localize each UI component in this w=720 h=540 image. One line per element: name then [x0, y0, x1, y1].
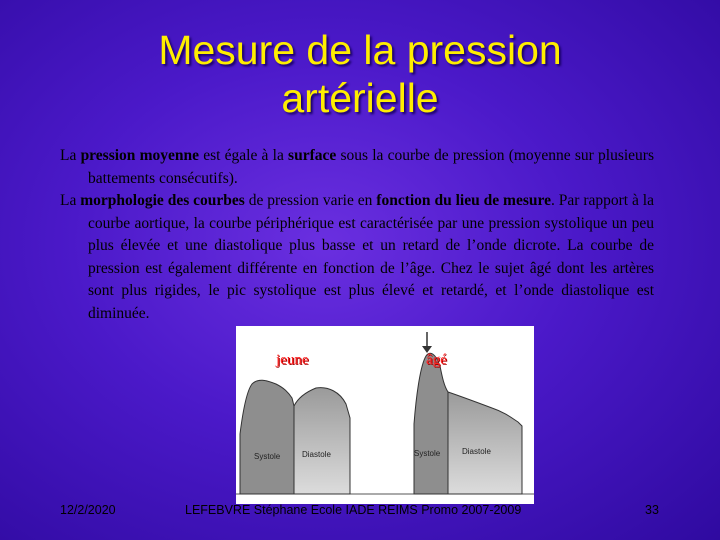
young-diastole-area	[294, 388, 350, 494]
p1-bold1: pression moyenne	[80, 147, 200, 164]
pressure-curve-figure	[236, 326, 534, 504]
old-systole-area	[414, 353, 450, 494]
label-young: jeune	[276, 352, 309, 368]
young-systole-label: Systole	[254, 452, 281, 461]
old-diastole-label: Diastole	[462, 447, 491, 456]
p2-text2: de pression varie en	[244, 192, 377, 209]
p2-bold1: morphologie des courbes	[80, 192, 245, 209]
footer-page-number: 33	[645, 503, 659, 517]
young-diastole-label: Diastole	[302, 450, 331, 459]
p2-bold2: fonction du lieu de mesure	[376, 192, 551, 209]
p2-text1: La	[60, 192, 81, 209]
slide-title	[0, 26, 720, 122]
p1-text3: sous la courbe de pression (moyenne sur plusieurs battements consécutifs).	[88, 147, 654, 187]
old-diastole-area	[448, 392, 522, 494]
footer-author: LEFEBVRE Stéphane Ecole IADE REIMS Promo 2007-2009	[185, 503, 522, 517]
p1-text1: La	[60, 147, 81, 164]
title-line-1: Mesure de la pression	[158, 27, 562, 73]
body-text	[60, 145, 654, 325]
young-systole-area	[240, 380, 296, 494]
title-line-2: artérielle	[281, 75, 439, 121]
old-systole-label: Systole	[414, 449, 441, 458]
paragraph-morphology	[60, 190, 654, 325]
p1-text2: est égale à la	[199, 147, 289, 164]
p2-text3: . Par rapport à la courbe aortique, la courbe périphérique est caractérisée par une pression systolique un peu plus élevée et une diastolique plus basse et un retard de l’onde dicrote. La courbe de pression est également différente en fonction de l’âge. Chez le sujet âgé dont les artères sont plus rigides, le pic systolique est plus élevé et retardé, et l’onde diastolique est diminuée.	[88, 192, 654, 322]
p1-bold2: surface	[288, 147, 337, 164]
footer-date: 12/2/2020	[60, 503, 116, 517]
paragraph-mean-pressure	[60, 145, 654, 190]
label-old: âgé	[426, 352, 447, 368]
